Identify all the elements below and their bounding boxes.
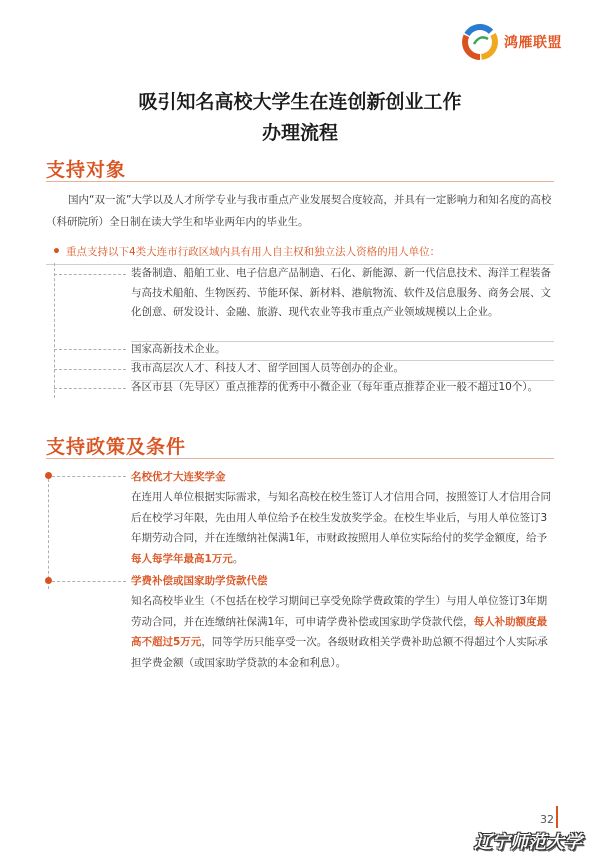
key-point-text: 重点支持以下4类大连市行政区域内具有用人自主权和独立法人资格的用人单位： xyxy=(66,246,441,258)
timeline-connector xyxy=(48,479,49,589)
timeline-dot xyxy=(45,472,52,479)
scholarship-end: 。 xyxy=(232,552,244,565)
list-item: 国家高新技术企业。 xyxy=(131,343,226,355)
tree-branch xyxy=(54,349,126,350)
tree-connector xyxy=(54,263,55,398)
scholarship-body: 在连用人单位根据实际需求，与知名高校在校生签订人才信用合同，按照签订人才信用合同后在校学习年限，先由用人单位给予在校生发放奖学金。在校生毕业后，与用人单位签订3年期劳动合同，并在连缴纳社保满1年，市财政按照用人单位实际给付的奖学金额度，给予 xyxy=(131,491,551,544)
timeline-branch xyxy=(52,581,126,582)
page-title: 吸引知名高校大学生在连创新创业工作 xyxy=(138,91,462,113)
page-title-line2: 办理流程 xyxy=(261,122,338,144)
scholarship-text xyxy=(131,487,557,569)
tuition-end: ，同等学历只能享受一次。各级财政相关学费补助总额不得超过个人实际承担学费金额（或国家助学贷款的本金和利息）。 xyxy=(131,636,548,669)
section-heading-support-targets: 支持对象 xyxy=(46,159,127,181)
section-heading-policies: 支持政策及条件 xyxy=(46,436,187,458)
timeline-branch xyxy=(52,476,126,477)
tuition-amount: 每人补助额度最高不超过5万元 xyxy=(131,615,548,648)
list-item: 各区市县（先导区）重点推荐的优秀中小微企业（每年重点推荐企业一般不超过10个）。 xyxy=(131,381,539,393)
support-targets-intro: 国内“双一流”大学以及人才所学专业与我市重点产业发展契合度较高，并具有一定影响力和知名度的高校（科研院所）全日制在读大学生和毕业两年内的毕业生。 xyxy=(46,194,552,228)
list-item: 我市高层次人才、科技人才、留学回国人员等创办的企业。 xyxy=(131,362,404,374)
tuition-title: 学费补偿或国家助学贷款代偿 xyxy=(131,575,268,587)
tree-branch xyxy=(54,369,126,370)
tuition-body: 知名高校毕业生（不包括在校学习期间已享受免除学费政策的学生）与用人单位签订3年期劳动合同，并在连缴纳社保满1年，可申请学费补偿或国家助学贷款代偿， xyxy=(131,595,548,628)
scholarship-title: 名校优才大连奖学金 xyxy=(131,471,226,483)
logo-ring-icon xyxy=(460,22,500,62)
brand-name: 鸿雁联盟 xyxy=(504,35,562,51)
list-item: 装备制造、船舶工业、电子信息产品制造、石化、新能源、新一代信息技术、海洋工程装备与高技术船舶、生物医药、节能环保、新材料、港航物流、软件及信息服务、商务会展、文化创意、研发设计、金融、旅游、现代农业等我市重点产业领域规模以上企业。 xyxy=(131,267,551,318)
tree-branch xyxy=(54,274,126,275)
watermark: 辽宁师范大学 xyxy=(474,832,582,853)
bullet-marker: • xyxy=(52,244,61,260)
page-number: 32 xyxy=(540,813,554,826)
page-number-bar xyxy=(556,806,558,828)
tuition-text xyxy=(131,591,557,673)
section-divider xyxy=(46,181,554,182)
section-divider xyxy=(46,458,554,459)
timeline-dot xyxy=(45,577,52,584)
tree-branch xyxy=(54,388,126,389)
scholarship-amount: 每人每学年最高1万元 xyxy=(131,552,233,565)
brand-logo xyxy=(460,22,562,62)
